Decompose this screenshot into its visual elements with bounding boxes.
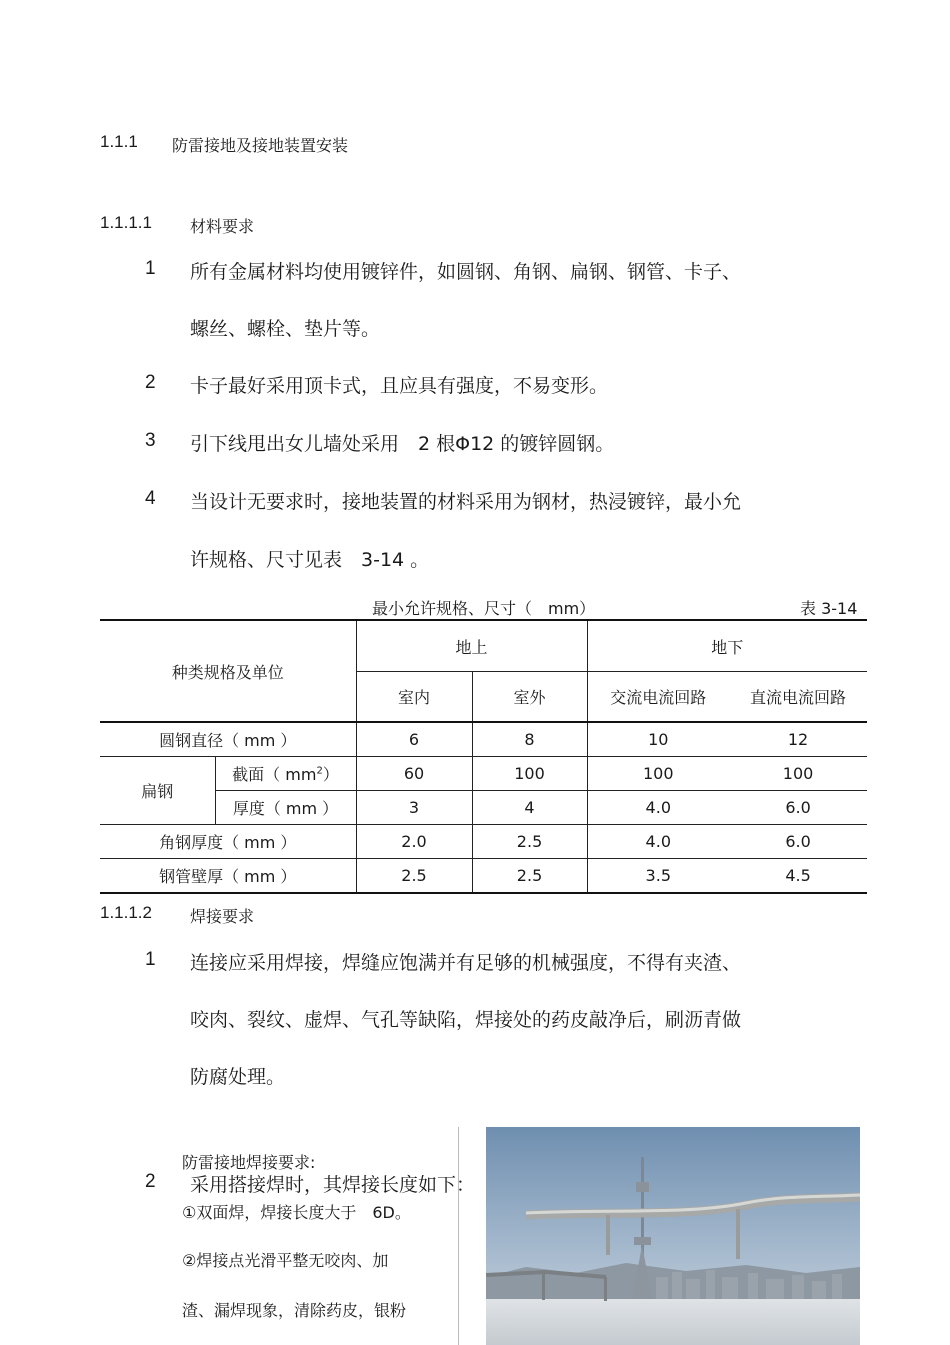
table-cell: 4.5 bbox=[729, 859, 867, 894]
note-title: 防雷接地焊接要求: bbox=[182, 1153, 316, 1172]
table-header-row bbox=[100, 620, 867, 672]
subsection-title-materials: 材料要求 bbox=[190, 217, 255, 236]
table-cell: 6 bbox=[356, 722, 472, 757]
table-cell: 10 bbox=[587, 722, 729, 757]
note-line: ②焊接点光滑平整无咬肉、加 bbox=[182, 1251, 389, 1270]
sublabel-text: 截面（ mm bbox=[232, 765, 317, 784]
header-below-ground: 地下 bbox=[587, 620, 867, 672]
table-row bbox=[100, 825, 867, 859]
superscript: 2 bbox=[316, 765, 323, 777]
header-dc-circuit: 直流电流回路 bbox=[729, 672, 867, 723]
sublabel-tail: ） bbox=[322, 765, 339, 784]
header-category: 种类规格及单位 bbox=[100, 620, 356, 722]
table-row bbox=[100, 722, 867, 757]
table-row bbox=[100, 791, 867, 825]
subsection-number-welding: 1.1.1.2 bbox=[100, 903, 152, 922]
table-cell: 8 bbox=[472, 722, 587, 757]
table-cell: 4 bbox=[472, 791, 587, 825]
list-item-number: 2 bbox=[145, 372, 156, 393]
list-item-text: 所有金属材料均使用镀锌件，如圆钢、角钢、扁钢、钢管、卡子、 bbox=[190, 261, 742, 283]
table-row bbox=[100, 757, 867, 791]
table-cell: 6.0 bbox=[729, 825, 867, 859]
table-cell: 4.0 bbox=[587, 791, 729, 825]
row-sublabel: 厚度（ mm ） bbox=[215, 791, 356, 825]
table-cell: 4.0 bbox=[587, 825, 729, 859]
subsection-number-materials: 1.1.1.1 bbox=[100, 213, 152, 232]
row-label: 扁钢 bbox=[100, 757, 215, 825]
header-indoor: 室内 bbox=[356, 672, 472, 723]
list-item-text: 咬肉、裂纹、虚焊、气孔等缺陷，焊接处的药皮敲净后，刷沥青做 bbox=[190, 1009, 742, 1031]
table-row bbox=[100, 859, 867, 894]
table-cell: 6.0 bbox=[729, 791, 867, 825]
table-cell: 3.5 bbox=[587, 859, 729, 894]
table-cell: 100 bbox=[729, 757, 867, 791]
row-label: 角钢厚度（ mm ） bbox=[100, 825, 356, 859]
row-label: 圆钢直径（ mm ） bbox=[100, 722, 356, 757]
list-item-number: 2 bbox=[145, 1171, 156, 1192]
spec-table bbox=[100, 619, 867, 894]
list-item-text: 采用搭接焊时，其焊接长度如下： bbox=[190, 1174, 476, 1196]
table-cell: 3 bbox=[356, 791, 472, 825]
header-above-ground: 地上 bbox=[356, 620, 587, 672]
list-item-text: 引下线甩出女儿墙处采用 2 根Φ12 的镀锌圆钢。 bbox=[190, 433, 615, 455]
list-item-text: 当设计无要求时，接地装置的材料采用为钢材，热浸镀锌，最小允 bbox=[190, 491, 742, 513]
table-cell: 2.5 bbox=[472, 825, 587, 859]
table-cell: 12 bbox=[729, 722, 867, 757]
section-number: 1.1.1 bbox=[100, 132, 138, 151]
list-item-number: 4 bbox=[145, 488, 156, 509]
table-cell: 2.5 bbox=[472, 859, 587, 894]
table-cell: 100 bbox=[472, 757, 587, 791]
list-item-text: 连接应采用焊接，焊缝应饱满并有足够的机械强度，不得有夹渣、 bbox=[190, 952, 742, 974]
list-item-text: 螺丝、螺栓、垫片等。 bbox=[190, 318, 381, 340]
list-item-number: 1 bbox=[145, 949, 156, 970]
row-label: 钢管壁厚（ mm ） bbox=[100, 859, 356, 894]
list-item-number: 3 bbox=[145, 430, 156, 451]
rooftop-welding-photo bbox=[486, 1127, 860, 1345]
table-cell: 2.0 bbox=[356, 825, 472, 859]
note-line: ①双面焊，焊接长度大于 6D。 bbox=[182, 1203, 411, 1222]
table-cell: 100 bbox=[587, 757, 729, 791]
list-item-text: 防腐处理。 bbox=[190, 1066, 286, 1088]
list-item-text: 卡子最好采用顶卡式，且应具有强度，不易变形。 bbox=[190, 375, 609, 397]
note-line: 渣、漏焊现象，清除药皮，银粉 bbox=[182, 1301, 407, 1320]
rooftop-photo-illustration bbox=[486, 1127, 860, 1345]
subsection-title-welding: 焊接要求 bbox=[190, 907, 255, 926]
header-ac-circuit: 交流电流回路 bbox=[587, 672, 729, 723]
section-title: 防雷接地及接地装置安装 bbox=[172, 136, 349, 155]
welding-note-box bbox=[172, 1127, 459, 1345]
list-item-number: 1 bbox=[145, 258, 156, 279]
table-label: 表 3-14 bbox=[800, 599, 858, 618]
header-outdoor: 室外 bbox=[472, 672, 587, 723]
table-cell: 60 bbox=[356, 757, 472, 791]
list-item-text: 许规格、尺寸见表 3-14 。 bbox=[190, 549, 430, 571]
table-cell: 2.5 bbox=[356, 859, 472, 894]
row-sublabel bbox=[215, 757, 356, 791]
table-caption: 最小允许规格、尺寸（ mm） bbox=[372, 599, 596, 618]
